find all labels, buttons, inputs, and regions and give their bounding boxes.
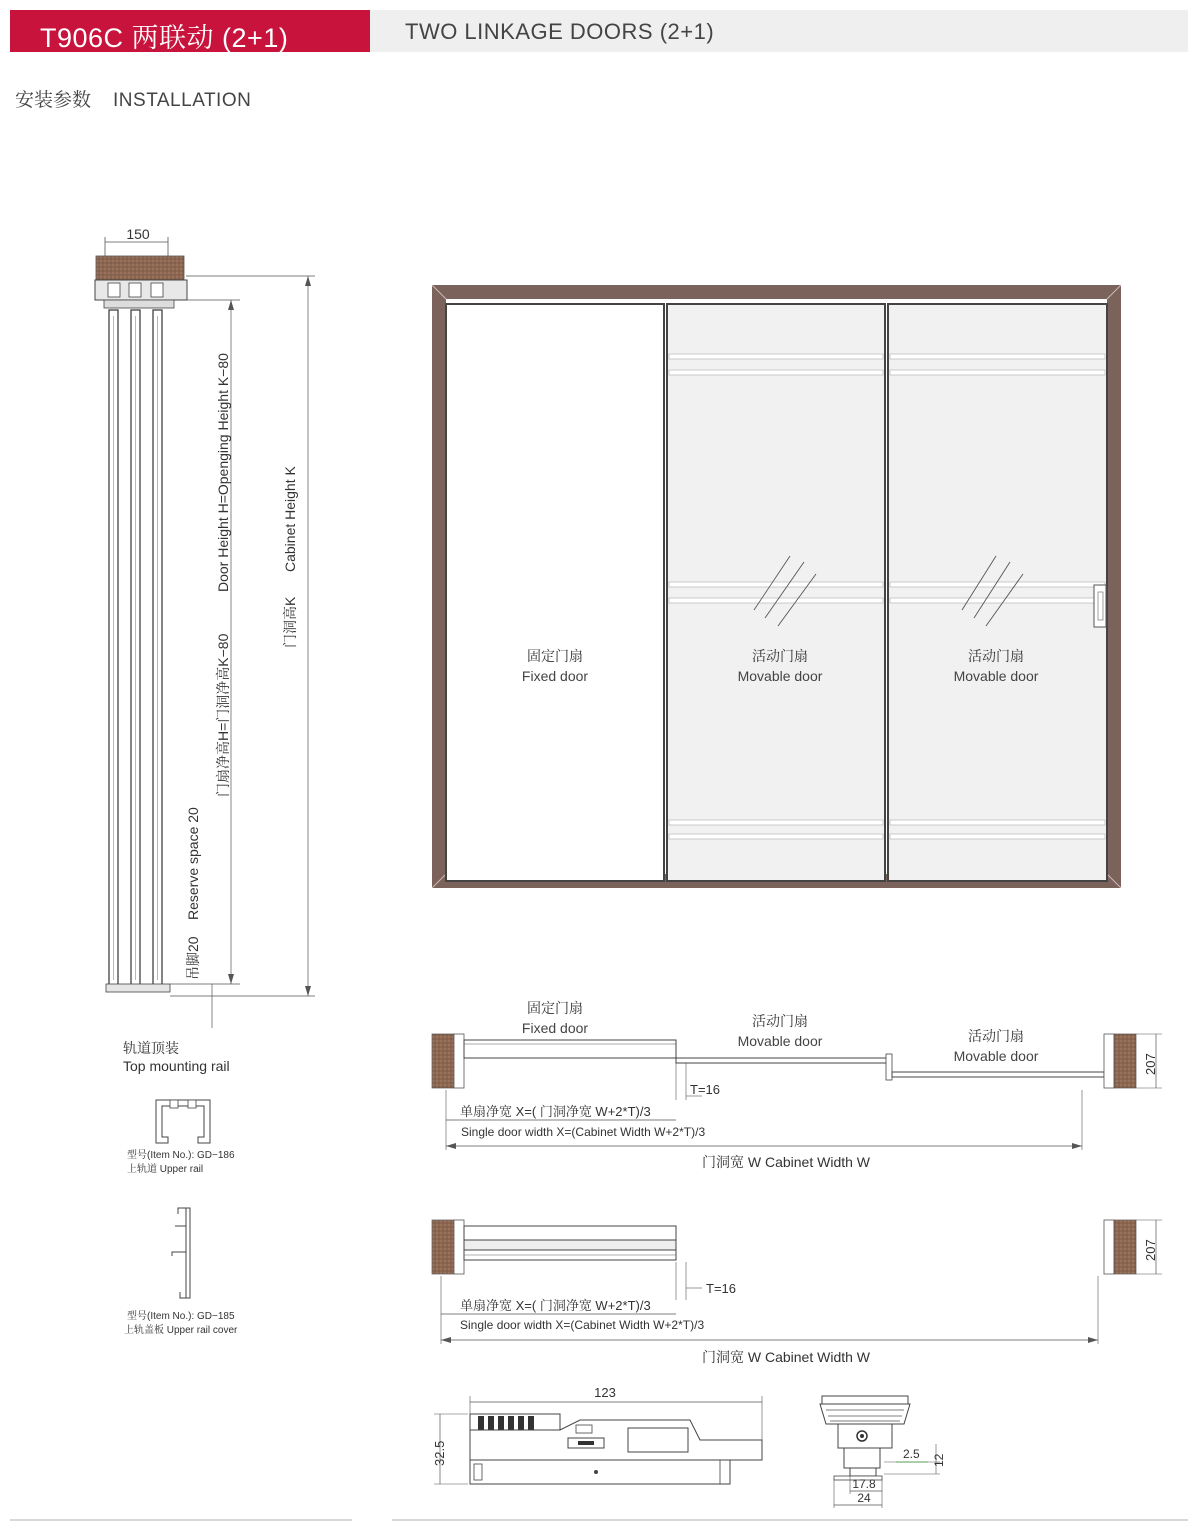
single-width-cn-closed: 单扇净宽 X=( 门洞净宽 W+2*T)/3	[460, 1298, 651, 1313]
door-height-cn: 门扇净高H=门洞净高K−80	[215, 633, 231, 797]
english-title: TWO LINKAGE DOORS (2+1)	[405, 19, 715, 44]
ceiling-block	[96, 256, 184, 282]
movable-door-panel-1	[667, 304, 885, 881]
dim-123: 123	[594, 1385, 616, 1400]
side-section-view	[95, 226, 315, 1028]
top-rail-label-en: Top mounting rail	[123, 1058, 230, 1074]
t16-closed: T=16	[706, 1281, 736, 1296]
rail-profiles	[123, 1040, 238, 1336]
upper-rail-profile-gd186	[156, 1100, 210, 1143]
dim-150: 150	[126, 226, 150, 242]
fixed-door-panel	[446, 304, 664, 881]
movable-door-2-label-en: Movable door	[953, 668, 1039, 684]
single-width-en-closed: Single door width X=(Cabinet Width W+2*T)/3	[460, 1318, 705, 1332]
section-title-cn: 安装参数	[15, 90, 92, 111]
gd185-name: 上轨盖板 Upper rail cover	[124, 1325, 238, 1336]
reserve-space: Reserve space 20	[185, 807, 201, 920]
plan-movable-1-en: Movable door	[737, 1033, 823, 1049]
gd185-item: 型号(Item No.): GD−185	[127, 1311, 235, 1322]
movable-door-panel-2	[888, 304, 1107, 881]
gd186-name: 上轨道 Upper rail	[127, 1164, 204, 1175]
movable-door-1-label-en: Movable door	[737, 668, 823, 684]
roller-hardware-side	[432, 1385, 762, 1484]
plan-movable-2-cn: 活动门扇	[968, 1028, 1024, 1044]
movable-door-1-label-cn: 活动门扇	[752, 648, 808, 664]
cabinet-height-cn: 门洞高K	[282, 596, 298, 648]
plan-movable-2-en: Movable door	[953, 1048, 1039, 1064]
dim-32-5: 32.5	[432, 1440, 447, 1466]
single-width-en-open: Single door width X=(Cabinet Width W+2*T)/3	[461, 1125, 706, 1139]
plan-movable-1-cn: 活动门扇	[752, 1013, 808, 1029]
single-width-cn-open: 单扇净宽 X=( 门洞净宽 W+2*T)/3	[460, 1104, 651, 1119]
fixed-door-label-cn: 固定门扇	[527, 648, 583, 664]
plan-fixed-cn: 固定门扇	[527, 1000, 583, 1016]
foot-label: 吊脚20	[185, 936, 201, 980]
dim-12: 12	[932, 1453, 946, 1467]
roller-hardware-end	[820, 1396, 946, 1508]
rail-cover-profile-gd185	[186, 1208, 190, 1298]
dim-2-5: 2.5	[903, 1447, 920, 1461]
section-title-en: INSTALLATION	[113, 90, 252, 111]
cabinet-width-open: 门洞宽 W Cabinet Width W	[701, 1154, 871, 1170]
dim-24: 24	[857, 1491, 871, 1505]
front-elevation	[432, 285, 1121, 888]
cabinet-height-en: Cabinet Height K	[282, 466, 298, 572]
dim-207-open: 207	[1143, 1053, 1158, 1075]
cabinet-width-closed: 门洞宽 W Cabinet Width W	[701, 1349, 871, 1365]
gd186-item: 型号(Item No.): GD−186	[127, 1150, 235, 1161]
t16-open: T=16	[690, 1082, 720, 1097]
plan-view-closed	[432, 1220, 1162, 1365]
door-handle	[1094, 585, 1106, 627]
model-title: T906C 两联动 (2+1)	[40, 23, 289, 53]
plan-fixed-en: Fixed door	[521, 1020, 589, 1036]
plan-view-open	[432, 1000, 1162, 1170]
movable-door-2-label-cn: 活动门扇	[968, 648, 1024, 664]
bottom-guide	[106, 984, 170, 992]
door-height-en: Door Height H=Openging Height K−80	[215, 353, 231, 592]
dim-207-closed: 207	[1143, 1239, 1158, 1261]
top-rail-label-cn: 轨道顶装	[123, 1040, 179, 1056]
fixed-door-label-en: Fixed door	[521, 668, 589, 684]
dim-17-8: 17.8	[852, 1477, 876, 1491]
